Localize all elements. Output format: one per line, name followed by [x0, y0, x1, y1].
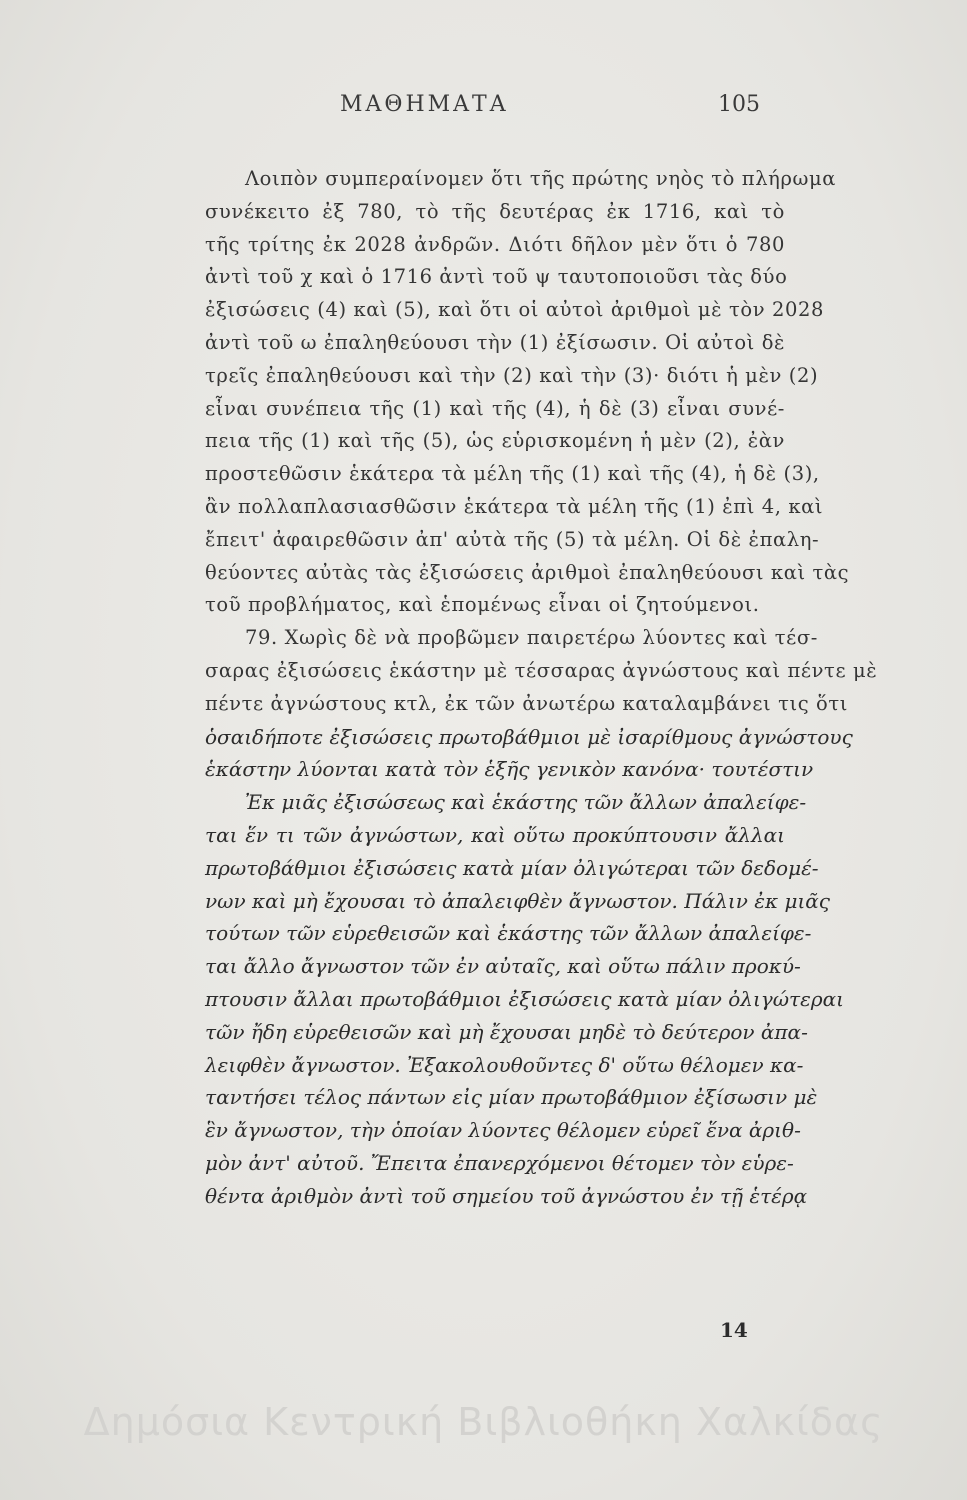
rule-line: ἓν ἄγνωστον, τὴν ὁποίαν λύοντες θέλομεν εὑρεῖ ἕνα ἀριθ-	[205, 1118, 801, 1143]
text-line: ὁσαιδήποτε ἐξισώσεις πρωτοβάθμιοι μὲ ἰσαρίθμους ἀγνώστους	[205, 724, 853, 749]
text-line: σαρας ἐξισώσεις ἑκάστην μὲ τέσσαρας ἀγνώστους καὶ πέντε μὲ	[205, 658, 878, 682]
rule-line: μὸν ἀντ' αὐτοῦ. Ἔπειτα ἐπανερχόμενοι θέτομεν τὸν εὑρε-	[205, 1150, 794, 1175]
signature-mark: 14	[720, 1318, 748, 1342]
rule-line: νων καὶ μὴ ἔχουσαι τὸ ἀπαλειφθὲν ἄγνωστον. Πάλιν ἐκ μιᾶς	[205, 888, 830, 913]
text-line: τρεῖς ἐπαληθεύουσι καὶ τὴν (2) καὶ τὴν (3)· διότι ἡ μὲν (2)	[205, 363, 819, 387]
text-line: πεια τῆς (1) καὶ τῆς (5), ὡς εὑρισκομένη ἡ μὲν (2), ἐὰν	[205, 429, 785, 453]
text-line: τοῦ προβλήματος, καὶ ἑπομένως εἶναι οἱ ζητούμενοι.	[205, 593, 760, 617]
rule-line: Ἐκ μιᾶς ἐξισώσεως καὶ ἑκάστης τῶν ἄλλων ἀπαλείφε-	[245, 790, 807, 815]
rule-line: ται ἄλλο ἄγνωστον τῶν ἐν αὐταῖς, καὶ οὕτω πάλιν προκύ-	[205, 954, 801, 979]
rule-line: τῶν ἤδη εὑρεθεισῶν καὶ μὴ ἔχουσαι μηδὲ τὸ δεύτερον ἀπα-	[205, 1019, 808, 1044]
text-line: ἐξισώσεις (4) καὶ (5), καὶ ὅτι οἱ αὐτοὶ ἀριθμοὶ μὲ τὸν 2028	[205, 298, 825, 322]
text-line: θεύοντες αὐτὰς τὰς ἐξισώσεις ἀριθμοὶ ἐπαληθεύουσι καὶ τὰς	[205, 560, 850, 584]
text-line: 79. Χωρὶς δὲ νὰ προβῶμεν παιρετέρω λύοντες καὶ τέσ-	[245, 626, 818, 650]
rule-line: ται ἕν τι τῶν ἀγνώστων, καὶ οὕτω προκύπτουσιν ἄλλαι	[205, 822, 785, 847]
page-number: 105	[718, 92, 760, 117]
text-line: ἀντὶ τοῦ χ καὶ ὁ 1716 ἀντὶ τοῦ ψ ταυτοποιοῦσι τὰς δύο	[205, 265, 788, 289]
rule-line: πρωτοβάθμιοι ἐξισώσεις κατὰ μίαν ὀλιγώτεραι τῶν δεδομέ-	[205, 855, 819, 880]
text-line: ἔπειτ' ἀφαιρεθῶσιν ἀπ' αὐτὰ τῆς (5) τὰ μέλη. Οἱ δὲ ἐπαλη-	[205, 527, 820, 551]
rule-line: τούτων τῶν εὑρεθεισῶν καὶ ἑκάστης τῶν ἄλλων ἀπαλείφε-	[205, 921, 812, 946]
rule-line: ταντήσει τέλος πάντων εἰς μίαν πρωτοβάθμιον ἐξίσωσιν μὲ	[205, 1085, 818, 1110]
text-line: ἑκάστην λύονται κατὰ τὸν ἑξῆς γενικὸν κανόνα· τουτέστιν	[205, 757, 814, 782]
text-line: εἶναι συνέπεια τῆς (1) καὶ τῆς (4), ἡ δὲ (3) εἶναι συνέ-	[205, 396, 785, 420]
text-line: Λοιπὸν συμπεραίνομεν ὅτι τῆς πρώτης νηὸς τὸ πλήρωμα	[245, 167, 837, 190]
rule-line: θέντα ἀριθμὸν ἀντὶ τοῦ σημείου τοῦ ἀγνώστου ἐν τῇ ἑτέρᾳ	[205, 1183, 808, 1208]
text-line: προστεθῶσιν ἑκάτερα τὰ μέλη τῆς (1) καὶ τῆς (4), ἡ δὲ (3),	[205, 462, 820, 486]
text-line: πέντε ἀγνώστους κτλ, ἐκ τῶν ἀνωτέρω καταλαμβάνει τις ὅτι	[205, 691, 849, 715]
running-title: ΜΑΘΗΜΑΤΑ	[340, 92, 509, 117]
text-line: ἀντὶ τοῦ ω ἐπαληθεύουσι τὴν (1) ἐξίσωσιν. Οἱ αὐτοὶ δὲ	[205, 330, 786, 354]
text-line: συνέκειτο ἐξ 780, τὸ τῆς δευτέρας ἐκ 1716, καὶ τὸ	[205, 199, 785, 223]
page-header	[220, 92, 760, 132]
body-text	[205, 163, 878, 1213]
rule-line: πτουσιν ἄλλαι πρωτοβάθμιοι ἐξισώσεις κατὰ μίαν ὀλιγώτεραι	[205, 986, 844, 1011]
library-watermark: Δημόσια Κεντρική Βιβλιοθήκη Χαλκίδας	[83, 1400, 884, 1444]
rule-line: λειφθὲν ἄγνωστον. Ἐξακολουθοῦντες δ' οὕτω θέλομεν κα-	[205, 1052, 804, 1077]
text-line: τῆς τρίτης ἐκ 2028 ἀνδρῶν. Διότι δῆλον μὲν ὅτι ὁ 780	[205, 232, 785, 256]
text-line: ἂν πολλαπλασιασθῶσιν ἑκάτερα τὰ μέλη τῆς (1) ἐπὶ 4, καὶ	[205, 494, 824, 518]
